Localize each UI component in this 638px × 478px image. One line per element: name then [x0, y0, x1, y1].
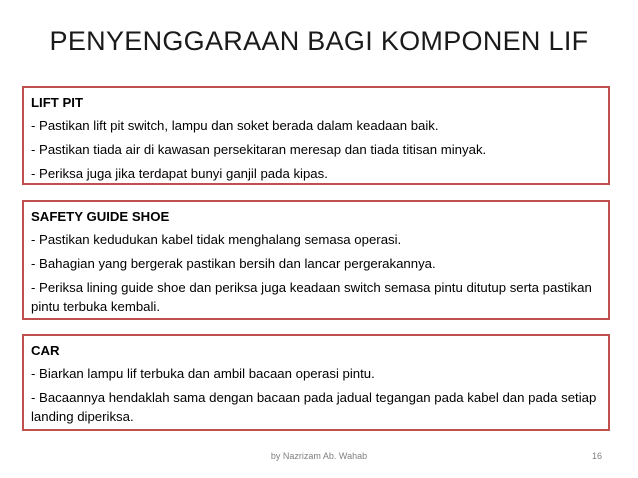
section-line: - Periksa lining guide shoe dan periksa juga keadaan switch semasa pintu ditutup serta pastikan pintu terbuka kembali.: [31, 280, 592, 314]
section-line: - Pastikan lift pit switch, lampu dan soket berada dalam keadaan baik.: [31, 118, 439, 133]
section-line: - Biarkan lampu lif terbuka dan ambil bacaan operasi pintu.: [31, 366, 375, 381]
section-safety-guide-shoe: [22, 200, 610, 320]
section-heading: LIFT PIT: [31, 95, 84, 110]
section-heading: CAR: [31, 343, 60, 358]
section-line: - Bahagian yang bergerak pastikan bersih dan lancar pergerakannya.: [31, 256, 436, 271]
section-line: - Periksa juga jika terdapat bunyi ganjil pada kipas.: [31, 166, 328, 181]
footer-author: by Nazrizam Ab. Wahab: [270, 451, 368, 461]
section-heading: SAFETY GUIDE SHOE: [31, 209, 170, 224]
page-number: 16: [591, 451, 602, 461]
section-car: [22, 334, 610, 431]
section-line: - Pastikan tiada air di kawasan persekitaran meresap dan tiada titisan minyak.: [31, 142, 487, 157]
section-line: - Bacaannya hendaklah sama dengan bacaan pada jadual tegangan pada kabel dan pada setiap landing diperiksa.: [31, 390, 597, 424]
section-lift-pit: [22, 86, 610, 185]
slide-title: PENYENGGARAAN BAGI KOMPONEN LIF: [49, 26, 589, 56]
section-line: - Pastikan kedudukan kabel tidak menghalang semasa operasi.: [31, 232, 402, 247]
